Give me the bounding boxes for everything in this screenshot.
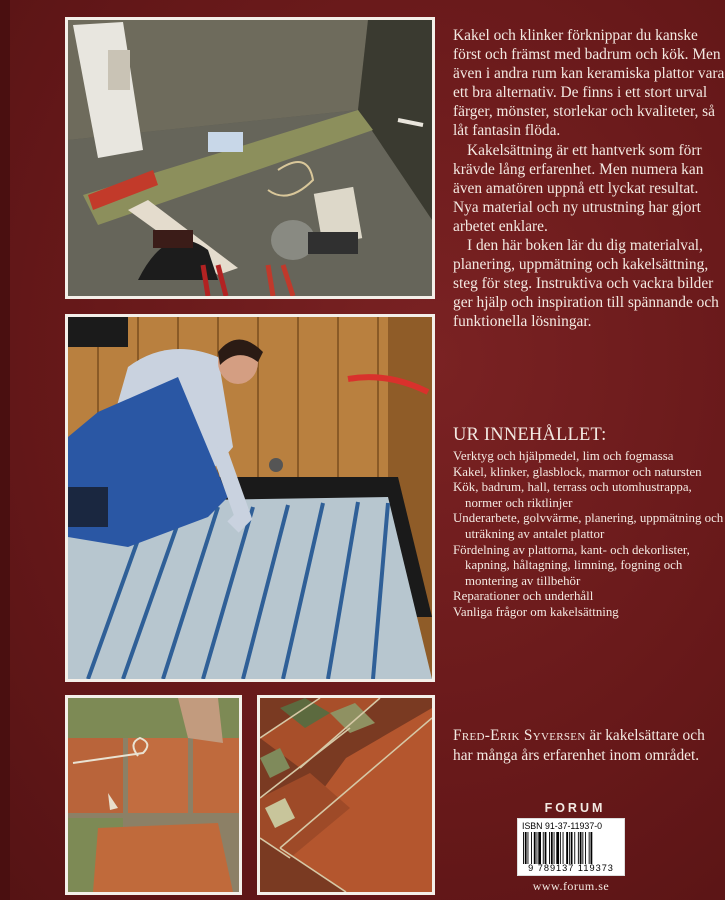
intro-paragraph: Kakel och klinker förknippar du kanske först och främst med badrum och kök. Men även i andra rum kan keramiska plattor vara ett bra alternativ. De finns i ett stort urval färger, mönster, storlekar och kvaliteter, så låt fantasin flöda. <box>453 27 725 140</box>
photo-diagonal-tiles <box>257 695 435 895</box>
author-name: Fred-Erik Syversen <box>453 727 586 744</box>
contents-item: Verktyg och hjälpmedel, lim och fogmassa <box>453 449 674 464</box>
contents-list <box>453 449 725 621</box>
isbn-label: ISBN 91-37-11937-0 <box>522 821 603 831</box>
contents-heading: UR INNEHÅLLET: <box>453 425 607 445</box>
contents-item: Kakel, klinker, glasblock, marmor och natursten <box>453 464 702 479</box>
barcode-icon <box>522 832 620 864</box>
tools-illustration <box>68 20 432 296</box>
contents-item: Vanliga frågor om kakelsättning <box>453 605 619 620</box>
intro-text <box>453 26 725 332</box>
contents-item: Kök, badrum, hall, terrass och utomhustrappa, normer och riktlinjer <box>453 480 692 510</box>
barcode-box <box>517 818 625 876</box>
spine-edge <box>0 0 10 900</box>
diagonal-tiles-illustration <box>260 698 432 892</box>
intro-paragraph: I den här boken lär du dig materialval, planering, uppmätning och kakelsättning, steg för steg. Instruktiva och vackra bilder ger hjälp och inspiration till spännande och funktionella lösningar. <box>453 237 719 331</box>
photo-tiling-tools <box>65 17 435 299</box>
author-bio <box>453 726 725 765</box>
contents-item: Underarbete, golvvärme, planering, uppmätning och uträkning av antalet plattor <box>453 511 724 542</box>
contents-item: Reparationer och underhåll <box>453 589 594 604</box>
contents-item: Fördelning av plattorna, kant- och dekorlister, kapning, håltagning, limning, fogning och montering av tillbehör <box>453 542 690 588</box>
contents-section <box>453 426 725 621</box>
publisher-website: www.forum.se <box>532 879 610 893</box>
photo-laying-tiles <box>65 695 242 895</box>
barcode-number: 9 789137 119373 <box>528 863 614 873</box>
intro-paragraph: Kakelsättning är ett hantverk som förr krävde lång erfarenhet. Men numera kan även amatören uppnå ett lyckat resultat. Nya material och ny utrustning har gjort arbetet enklare. <box>453 141 704 235</box>
publisher-logo: FORUM <box>544 801 606 815</box>
tiles-laying-illustration <box>68 698 239 892</box>
worker-illustration <box>68 317 432 679</box>
author-description: är kakelsättare och har många års erfarenhet inom området. <box>453 727 705 764</box>
photo-worker-floor-heating <box>65 314 435 682</box>
